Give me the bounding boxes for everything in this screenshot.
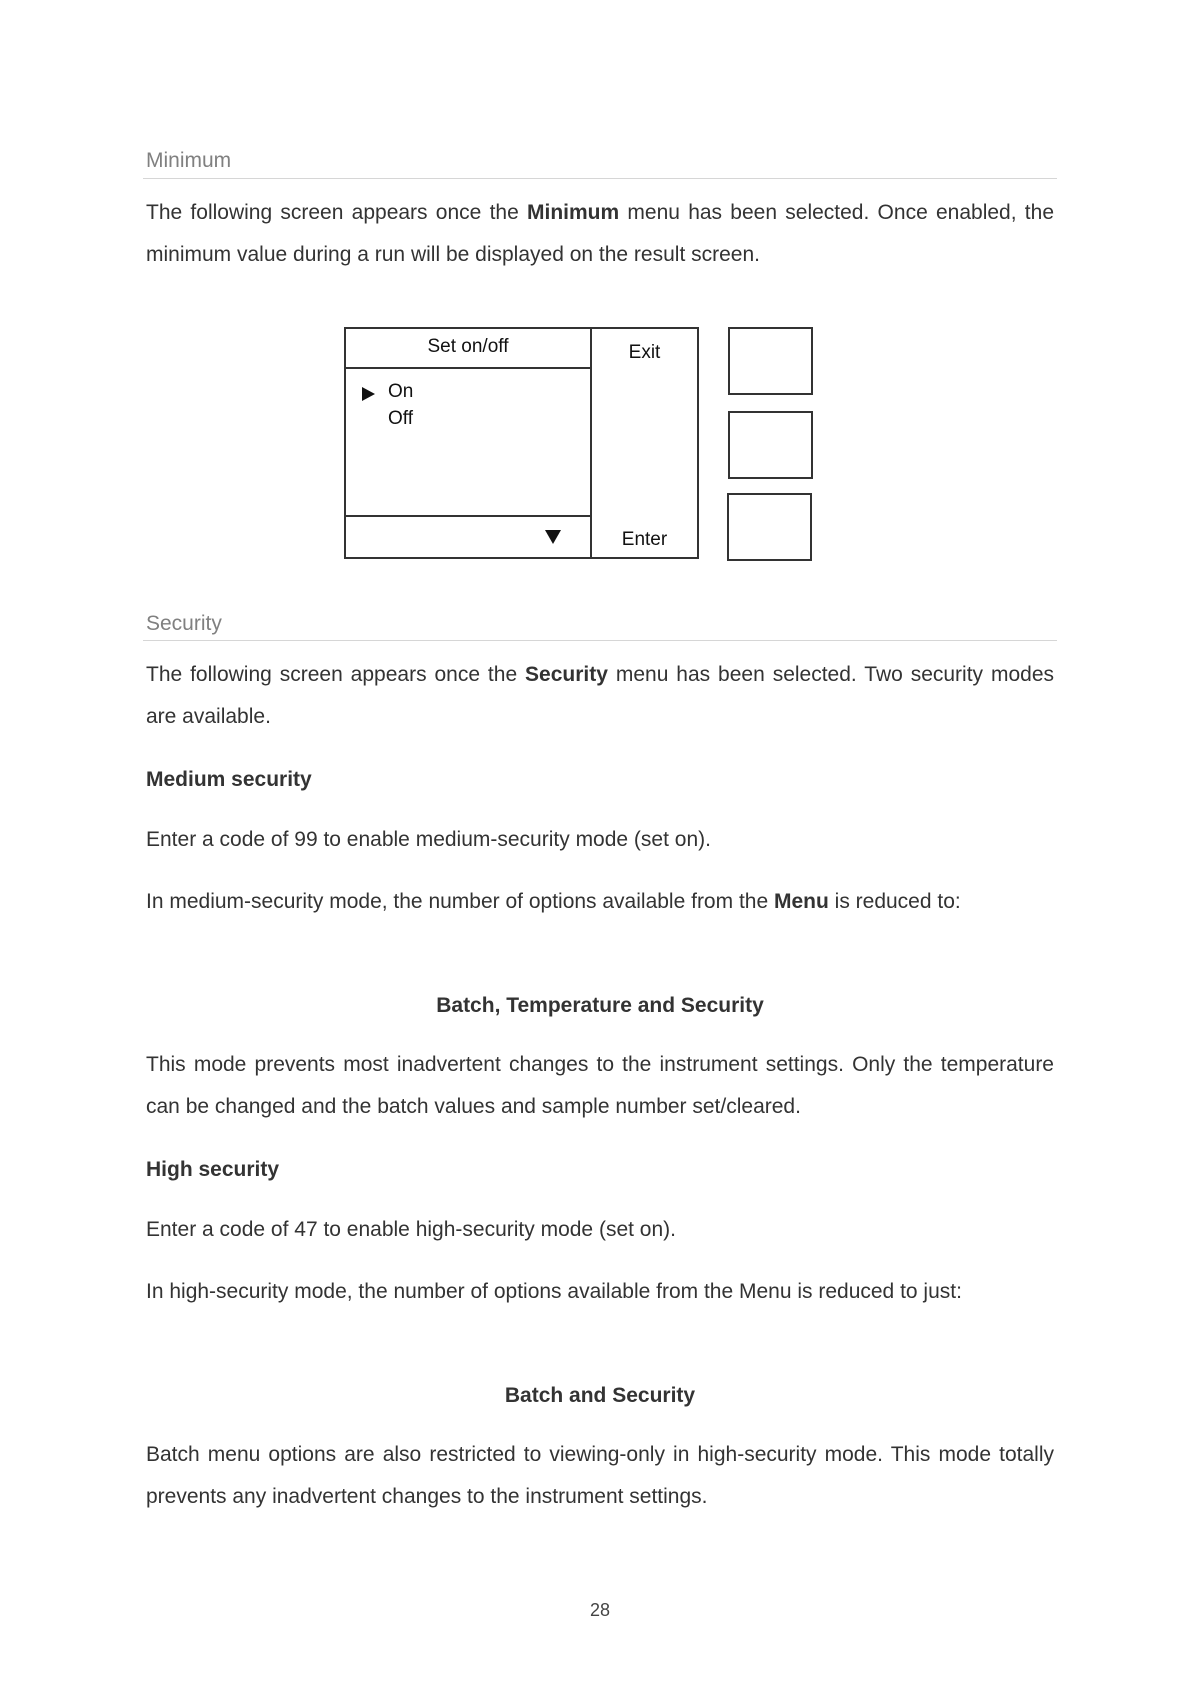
medium-security-description: This mode prevents most inadvertent changes to the instrument settings. Only the temperature can be changed and the batch values and sample number set/cleared. xyxy=(146,1053,1054,1118)
high-security-description: Batch menu options are also restricted to viewing-only in high-security mode. This mode totally prevents any inadvertent changes to the instrument settings. xyxy=(146,1443,1054,1508)
bold-term: Security xyxy=(525,663,608,686)
text: The following screen appears once the xyxy=(146,663,526,686)
text: In medium-security mode, the number of options available from the xyxy=(146,890,774,913)
text: menu has been selected. Two security modes are available. xyxy=(146,663,1055,728)
section-heading-minimum: Minimum xyxy=(146,149,232,172)
option-off[interactable]: Off xyxy=(388,408,413,429)
exit-label: Exit xyxy=(628,342,661,363)
text: is reduced to: xyxy=(828,890,961,913)
display-title: Set on/off xyxy=(427,336,509,357)
softkey-enter-button[interactable] xyxy=(727,493,812,561)
softkey-middle-button[interactable] xyxy=(728,411,813,479)
enter-label: Enter xyxy=(621,529,668,550)
security-intro-paragraph xyxy=(146,654,1054,738)
display-footer-divider xyxy=(346,515,590,517)
display-panel xyxy=(344,327,592,559)
triangle-down-icon xyxy=(545,530,561,544)
minimum-intro-paragraph xyxy=(146,192,1054,276)
high-security-code-paragraph: Enter a code of 47 to enable high-security mode (set on). xyxy=(146,1218,676,1241)
high-security-options: Batch and Security xyxy=(504,1384,696,1407)
section-divider xyxy=(143,178,1057,179)
triangle-right-icon xyxy=(362,387,375,401)
high-security-heading: High security xyxy=(146,1158,280,1181)
medium-security-options: Batch, Temperature and Security xyxy=(436,994,764,1017)
medium-security-heading: Medium security xyxy=(146,768,312,791)
medium-security-code-paragraph: Enter a code of 99 to enable medium-security mode (set on). xyxy=(146,828,711,851)
medium-security-reduced-paragraph xyxy=(146,881,1054,923)
bold-term: Menu xyxy=(773,890,829,913)
page-number: 28 xyxy=(589,1600,611,1620)
section-heading-security: Security xyxy=(146,612,222,635)
text: menu has been selected. Once enabled, the minimum value during a run will be displayed on the result screen. xyxy=(146,201,1054,266)
section-divider xyxy=(143,640,1057,641)
option-on[interactable]: On xyxy=(388,381,414,402)
bold-term: Minimum xyxy=(527,201,620,224)
softkey-exit-button[interactable] xyxy=(728,327,813,395)
high-security-reduced-paragraph: In high-security mode, the number of options available from the Menu is reduced to just: xyxy=(146,1280,962,1303)
display-header-divider xyxy=(346,367,590,369)
text: The following screen appears once the xyxy=(146,201,528,224)
